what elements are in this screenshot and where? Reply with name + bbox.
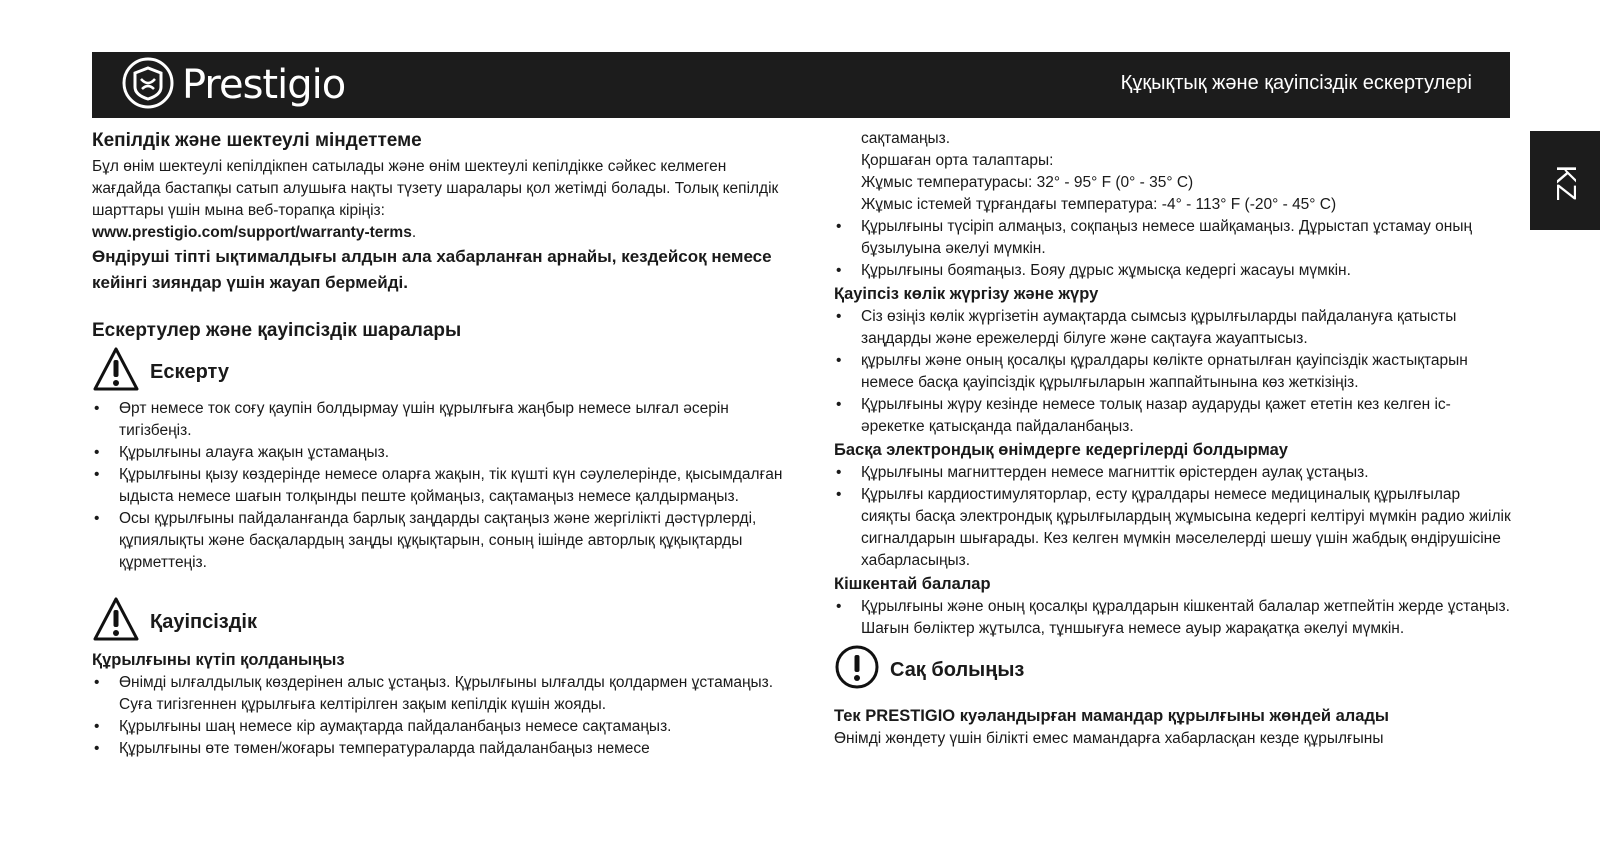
prestigio-logo: [122, 58, 345, 112]
language-tab: [1530, 131, 1600, 230]
list-item: • Құрылғыны өте төмен/жоғары температураларда пайдаланбаңыз немесе: [92, 738, 792, 760]
caution-label: Сақ болыңыз: [890, 659, 1025, 681]
interference-list: [834, 462, 1514, 572]
list-item: • Сіз өзіңіз көлік жүргізетін аумақтарда сымсыз құрылғыларды пайдалануға қатысты заңдарды және ережелерді білуге және сақтауға жауаптысыз.: [834, 306, 1514, 350]
warning-triangle-icon: [92, 596, 140, 649]
care-list: [92, 672, 792, 760]
list-item: • Құрылғы кардиостимуляторлар, есту құралдары немесе медициналық құрылғылар сияқты басқа электрондық құрылғылардың жұмысына кедергі келтіруі мүмкін радио жиілік сигналдарын шығарады. Кез келген мүмкін мәселелерді шешу үшін жабдық өндірушісіне хабарласыңыз.: [834, 484, 1514, 572]
children-heading: Кішкентай балалар: [834, 575, 991, 593]
env-operating: Жұмыс температурасы: 32° - 95° F (0° - 35° C): [861, 174, 1194, 191]
safety-label: Қауіпсіздік: [150, 611, 257, 633]
caution-header: [834, 644, 1514, 696]
children-list: [834, 596, 1514, 640]
warnings-heading: Ескертулер және қауіпсіздік шаралары: [92, 320, 462, 341]
header-bar: [92, 52, 1510, 118]
list-item: • Құрылғыны және оның қосалқы құралдарын кішкентай балалар жетпейтін жерде ұстаңыз. Шағын бөліктер жұтылса, тұншығуға немесе ауыр жарақатқа әкелуі мүмкін.: [834, 596, 1514, 640]
warranty-url[interactable]: www.prestigio.com/support/warranty-terms: [92, 224, 412, 241]
driving-list: [834, 306, 1514, 438]
env-storage: Жұмыс істемей тұрғандағы температура: -4° - 113° F (-20° - 45° C): [861, 196, 1337, 213]
page-title: Құқықтық және қауіпсіздік ескертулері: [1120, 72, 1472, 94]
care-heading: Құрылғыны күтіп қолданыңыз: [92, 651, 345, 669]
warranty-heading: Кепілдік және шектеулі міндеттеме: [92, 130, 422, 151]
list-item: • Осы құрылғыны пайдаланғанда барлық заңдарды сақтаңыз және жергілікті дәстүрлерді, құпиялықты және басқалардың заңды құқықтарын, соның ішінде авторлық құқықтарды құрметтеңіз.: [92, 508, 792, 574]
list-item: • Құрылғыны түсіріп алмаңыз, соқпаңыз немесе шайқамаңыз. Дұрыстап ұстамау оның бұзылуына әкелуі мүмкін.: [834, 216, 1514, 260]
safety-header: [92, 596, 792, 648]
warning-list: [92, 398, 792, 574]
list-item: • Құрылғыны қызу көздерінде немесе оларға жақын, тік күшті күн сәулелерінде, қысымдалған ыдыста немесе шағын толқынды пеште қоймаңыз, сақтамаңыз немесе қалдырмаңыз.: [92, 464, 792, 508]
right-column: [834, 128, 1514, 750]
list-item: • Құрылғыны бояmaңыз. Бояу дұрыс жұмысқа кедергі жасауы мүмкін.: [834, 260, 1514, 282]
warranty-text: Бұл өнім шектеулі кепілдікпен сатылады және өнім шектеулі кепілдікке сәйкес келмеген жағдайда бастапқы сатып алушыға нақты түзету шаралары қол жетімді болады. Толық кепілдік шарттары үшін мына веб-торапқа кіріңіз:: [92, 158, 779, 219]
repair-text: Өнімді жөндету үшін білікті емес мамандарға хабарласқан кезде құрылғыны: [834, 730, 1384, 747]
warning-header: [92, 346, 792, 398]
care-continued: сақтамаңыз.: [861, 130, 951, 147]
list-item: • Өнімді ылғалдылық көздерінен алыс ұстаңыз. Құрылғыны ылғалды қолдармен ұстамаңыз. Суға тигізгеннен құрылғыға келтірілген зақым кепілдік күшін жояды.: [92, 672, 792, 716]
driving-heading: Қауіпсіз көлік жүргізу және жүру: [834, 285, 1099, 303]
language-code: KZ: [1550, 165, 1582, 201]
exclamation-circle-icon: [834, 644, 880, 697]
left-column: Кепілдік және шектеулі міндеттеме Бұл өнім шектеулі кепілдікпен сатылады және өнім шектеулі кепілдікке сәйкес келмеген жағдайда бастапқы сатып алушыға нақты түзету шаралары қол жетімді болады. Толық кепілдік шарттары үшін мына веб-торапқа кіріңіз: www.prestigio.com/support/warranty-terms. Өндіруші тіпті ықтималдығы алдын ала хабарланған арнайы, кездейсоқ немесе кейінгі зияндар үшін жауап бермейді. Ескертулер және қауіпсіздік шаралары Ескерту • Өрт немесе ток соғу қаупін болдырмау үшін құрылғыға жаңбыр немесе ылғал әсерін тигізбеңіз. • Құрылғыны алауға жақын ұстамаңыз. • Құрылғыны қызу көздерінде немесе оларға жақын, тік күшті күн сәулелерінде, қысымдалған ыдыста немесе шағын толқынды пеште қоймаңыз, сақтамаңыз немесе қалдырмаңыз. • Осы құрылғыны пайдаланғанда барлық заңдарды сақтаңыз және жергілікті дәстүрлерді, құпиялықты және басқалардың заңды құқықтарын, соның ішінде авторлық құқықтарды құрметтеңіз. Қауіпсіздік Құрылғыны күтіп қолданыңыз • Өнімді ылғалдылық көздерінен алыс ұстаңыз. Құрылғыны ылғалды қолдармен ұстамаңыз. Суға тигізгеннен құрылғыға келтірілген зақым кепілдік күшін жояды. • Құрылғыны шаң немесе кір аумақтарда пайдаланбаңыз немесе сақтамаңыз. • Құрылғыны өте төмен/жоғары температураларда пайдаланбаңыз немесе: [92, 128, 792, 760]
repair-heading: Тек PRESTIGIO куәландырған мамандар құрылғыны жөндей алады: [834, 707, 1390, 725]
list-item: • Өрт немесе ток соғу қаупін болдырмау үшін құрылғыға жаңбыр немесе ылғал әсерін тигізбеңіз.: [92, 398, 792, 442]
shield-logo-icon: [122, 57, 174, 114]
interference-heading: Басқа электрондық өнімдерге кедергілерді болдырмау: [834, 441, 1288, 459]
list-item: • Құрылғыны магниттерден немесе магниттік өрістерден аулақ ұстаңыз.: [834, 462, 1514, 484]
warning-label: Ескерту: [150, 361, 229, 383]
env-heading: Қоршаған орта талаптары:: [861, 152, 1054, 169]
warranty-note: Өндіруші тіпті ықтималдығы алдын ала хабарланған арнайы, кездейсоқ немесе кейінгі зияндар үшін жауап бермейді.: [92, 247, 772, 292]
care-list-continued: [834, 216, 1514, 282]
warning-triangle-icon: [92, 346, 140, 399]
list-item: • Құрылғыны жүру кезінде немесе толық назар аударуды қажет ететін кез келген іс-әрекетке қатысқанда пайдаланбаңыз.: [834, 394, 1514, 438]
list-item: • Құрылғыны шаң немесе кір аумақтарда пайдаланбаңыз немесе сақтамаңыз.: [92, 716, 792, 738]
list-item: • Құрылғыны алауға жақын ұстамаңыз.: [92, 442, 792, 464]
list-item: • құрылғы және оның қосалқы құралдары көлікте орнатылған қауіпсіздік жастықтарын немесе басқа қауіпсіздік құрылғыларын жаппайтынына көз жеткізіңіз.: [834, 350, 1514, 394]
brand-name: Prestigio: [182, 62, 346, 108]
